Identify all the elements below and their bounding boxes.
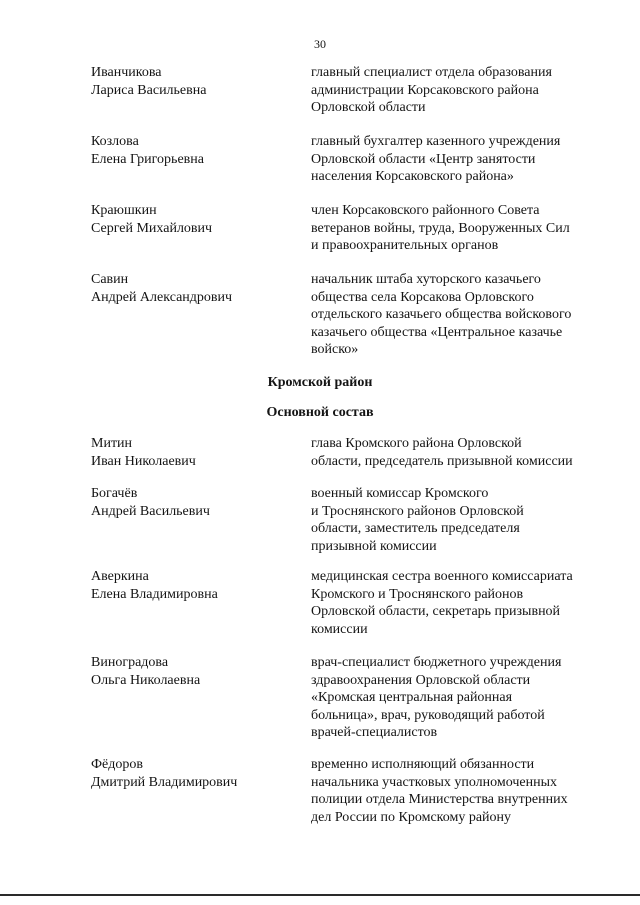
position-line: главный бухгалтер казенного учреждения	[311, 134, 561, 149]
member-name	[91, 485, 291, 521]
member-name	[91, 435, 291, 471]
member-name	[91, 133, 291, 169]
position-line: войско»	[311, 342, 359, 357]
member-surname: Савин	[91, 272, 129, 287]
member-given-names: Дмитрий Владимирович	[91, 775, 238, 790]
position-line: администрации Корсаковского района	[311, 82, 539, 98]
member-given-names: Ольга Николаевна	[91, 673, 201, 688]
position-line: казачьего общества «Центральное казачье	[311, 324, 563, 340]
member-name	[91, 654, 291, 690]
position-line: «Кромская центральная районная	[311, 690, 513, 705]
member-position	[311, 485, 601, 555]
position-line: главный специалист отдела образования	[311, 65, 552, 80]
member-name	[91, 568, 291, 604]
member-surname: Козлова	[91, 134, 139, 149]
member-position	[311, 568, 601, 638]
member-given-names: Иван Николаевич	[91, 454, 196, 469]
member-surname: Богачёв	[91, 486, 138, 501]
position-line: больница», врач, руководящий работой	[311, 707, 545, 723]
position-line: здравоохранения Орловской области	[311, 672, 531, 688]
position-line: Орловской области «Центр занятости	[311, 151, 536, 167]
member-surname: Виноградова	[91, 655, 169, 670]
member-name	[91, 64, 291, 100]
member-name	[91, 202, 291, 238]
member-position	[311, 756, 601, 826]
member-surname: Аверкина	[91, 569, 149, 584]
position-line: области, председатель призывной комиссии	[311, 453, 573, 469]
member-position	[311, 271, 601, 359]
position-line: глава Кромского района Орловской	[311, 436, 522, 451]
position-line: временно исполняющий обязанности	[311, 757, 535, 772]
position-line: области, заместитель председателя	[311, 521, 520, 536]
member-position	[311, 64, 601, 117]
position-line: начальник штаба хуторского казачьего	[311, 272, 541, 287]
member-position	[311, 133, 601, 186]
member-name	[91, 756, 291, 792]
member-given-names: Сергей Михайлович	[91, 221, 213, 236]
member-given-names: Андрей Васильевич	[91, 504, 210, 519]
position-line: медицинская сестра военного комиссариата	[311, 569, 573, 584]
member-position	[311, 654, 601, 742]
member-surname: Иванчикова	[91, 65, 162, 80]
position-line: начальника участковых уполномоченных	[311, 774, 558, 790]
position-line: Орловской области, секретарь призывной	[311, 604, 561, 619]
position-line: и правоохранительных органов	[311, 238, 499, 253]
position-line: отдельского казачьего общества войскового	[311, 307, 572, 322]
position-line: врач-специалист бюджетного учреждения	[311, 655, 562, 670]
position-line: призывной комиссии	[311, 538, 437, 554]
position-line: член Корсаковского районного Совета	[311, 203, 540, 218]
district-title: Кромской район	[267, 375, 373, 390]
section-title: Основной состав	[266, 405, 374, 420]
member-position	[311, 202, 601, 255]
member-given-names: Елена Владимировна	[91, 587, 218, 602]
position-line: врачей-специалистов	[311, 725, 438, 740]
member-given-names: Лариса Васильевна	[91, 83, 207, 98]
position-line: и Троснянского районов Орловской	[311, 503, 524, 519]
position-line: ветеранов войны, труда, Вооруженных Сил	[311, 220, 570, 236]
member-given-names: Андрей Александрович	[91, 290, 233, 305]
member-surname: Краюшкин	[91, 203, 157, 218]
position-line: общества села Корсакова Орловского	[311, 289, 534, 305]
member-name	[91, 271, 291, 307]
page-number: 30	[314, 37, 326, 51]
position-line: населения Корсаковского района»	[311, 169, 514, 184]
member-given-names: Елена Григорьевна	[91, 152, 204, 167]
position-line: полиции отдела Министерства внутренних	[311, 792, 568, 807]
member-surname: Фёдоров	[91, 757, 144, 772]
position-line: Орловской области	[311, 100, 426, 115]
position-line: дел России по Кромскому району	[311, 809, 512, 825]
position-line: Кромского и Троснянского районов	[311, 586, 524, 602]
member-surname: Митин	[91, 436, 133, 451]
position-line: комиссии	[311, 621, 368, 637]
member-position	[311, 435, 601, 470]
bottom-divider	[0, 894, 640, 896]
position-line: военный комиссар Кромского	[311, 486, 489, 501]
